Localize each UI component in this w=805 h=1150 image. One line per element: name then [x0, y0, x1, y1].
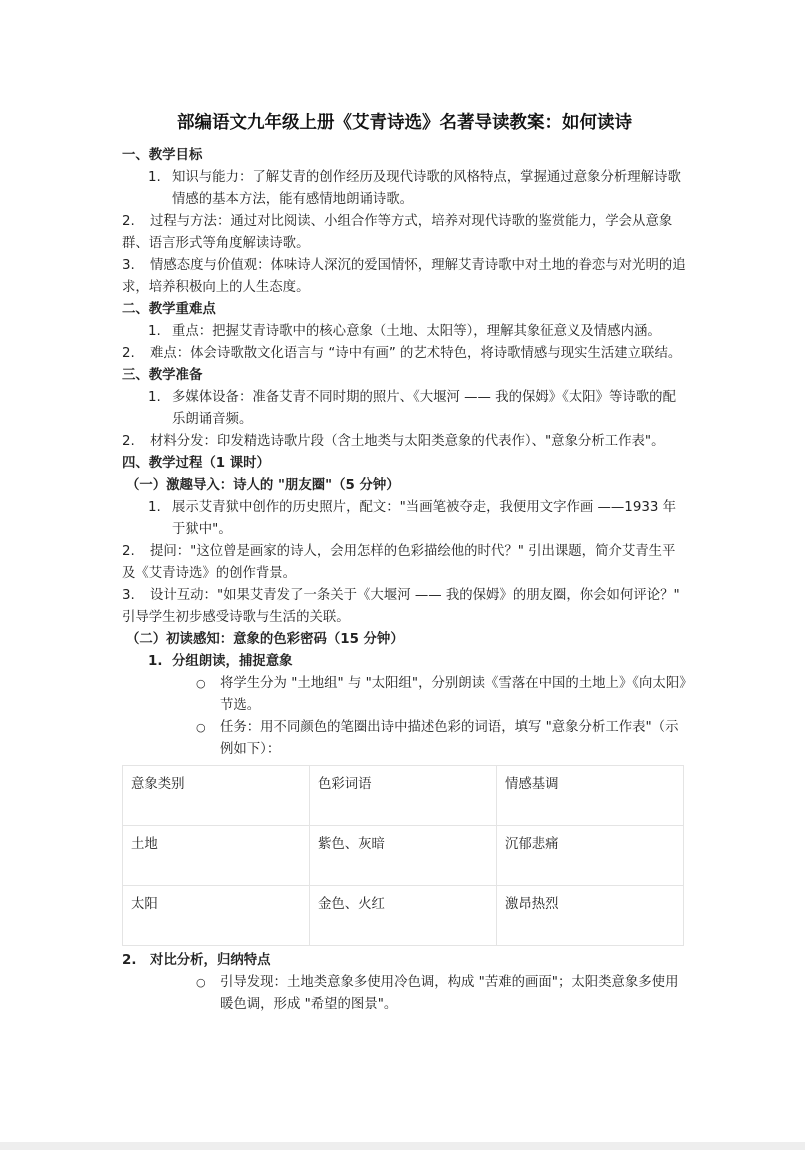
step-heading: [122, 950, 687, 972]
bullet-text: 引导发现：土地类意象多使用冷色调，构成 "苦难的画面"；太阳类意象多使用暖色调，形成 "希望的图景"。: [220, 975, 679, 1012]
section-heading-process: 四、教学过程（1 课时）: [122, 456, 270, 471]
page-title: 部编语文九年级上册《艾青诗选》名著导读教案：如何读诗: [177, 113, 632, 133]
list-number: 1.: [148, 500, 161, 515]
section-heading-preparation: 三、教学准备: [122, 368, 203, 383]
list-text: 展示艾青狱中创作的历史照片，配文："当画笔被夺走，我便用文字作画 ——1933 年于狱中"。: [172, 500, 677, 537]
page-bottom-divider: [0, 1142, 805, 1150]
paragraph: [122, 211, 687, 255]
table-cell: 紫色、灰暗: [310, 826, 497, 886]
paragraph-text: 提问："这位曾是画家的诗人，会用怎样的色彩描绘他的时代？" 引出课题，简介艾青生平及《艾青诗选》的创作背景。: [122, 544, 676, 581]
table-cell: 金色、火红: [310, 886, 497, 946]
step-title: 对比分析，归纳特点: [150, 953, 271, 968]
table-cell: 情感基调: [497, 766, 684, 826]
list-number: 2.: [122, 434, 135, 449]
paragraph: [122, 541, 687, 585]
list-item: [148, 167, 687, 211]
circle-bullet-icon: ○: [196, 677, 206, 690]
list-text: 重点：把握艾青诗歌中的核心意象（土地、太阳等），理解其象征意义及情感内涵。: [172, 324, 661, 339]
bullet-item: [196, 717, 687, 761]
bullet-item: [196, 972, 687, 1016]
bullet-item: [196, 673, 687, 717]
paragraph: [122, 585, 687, 629]
paragraph: [122, 343, 687, 365]
list-item: [148, 497, 687, 541]
list-text: 多媒体设备：准备艾青不同时期的照片、《大堰河 —— 我的保姆》《太阳》等诗歌的配乐朗诵音频。: [172, 390, 676, 427]
table-cell: 意象类别: [123, 766, 310, 826]
table-cell: 沉郁悲痛: [497, 826, 684, 886]
circle-bullet-icon: ○: [196, 721, 206, 734]
paragraph-text: 情感态度与价值观：体味诗人深沉的爱国情怀，理解艾青诗歌中对土地的眷恋与对光明的追求，培养积极向上的人生态度。: [122, 258, 686, 295]
list-number: 3.: [122, 588, 135, 603]
list-item: [148, 387, 687, 431]
paragraph-text: 难点：体会诗歌散文化语言与 “诗中有画” 的艺术特色，将诗歌情感与现实生活建立联结。: [150, 346, 682, 361]
subsection-heading-reading: （二）初读感知：意象的色彩密码（15 分钟）: [126, 632, 404, 647]
table-row: [123, 826, 684, 886]
table-cell: 激昂热烈: [497, 886, 684, 946]
paragraph-text: 设计互动："如果艾青发了一条关于《大堰河 —— 我的保姆》的朋友圈，你会如何评论？" 引导学生初步感受诗歌与生活的关联。: [122, 588, 680, 625]
section-heading-key-points: 二、教学重难点: [122, 302, 216, 317]
list-number: 2.: [122, 953, 137, 968]
table-header-row: [123, 766, 684, 826]
list-number: 2.: [122, 214, 135, 229]
list-number: 1.: [148, 170, 161, 185]
bullet-text: 将学生分为 "土地组" 与 "太阳组"，分别朗读《雪落在中国的土地上》《向太阳》节选。: [220, 676, 686, 713]
paragraph-text: 过程与方法：通过对比阅读、小组合作等方式，培养对现代诗歌的鉴赏能力，学会从意象群、语言形式等角度解读诗歌。: [122, 214, 673, 251]
imagery-analysis-table: [122, 765, 684, 946]
document-body: [122, 111, 687, 1016]
table-cell: 土地: [123, 826, 310, 886]
subsection-heading-intro: （一）激趣导入：诗人的 "朋友圈"（5 分钟）: [126, 478, 400, 493]
list-number: 1.: [148, 654, 163, 669]
list-number: 2.: [122, 544, 135, 559]
list-number: 3.: [122, 258, 135, 273]
circle-bullet-icon: ○: [196, 976, 206, 989]
paragraph: [122, 431, 687, 453]
step-title: 分组朗读，捕捉意象: [172, 654, 293, 669]
table-row: [123, 886, 684, 946]
list-text: 知识与能力：了解艾青的创作经历及现代诗歌的风格特点，掌握通过意象分析理解诗歌情感的基本方法，能有感情地朗诵诗歌。: [172, 170, 681, 207]
list-number: 1.: [148, 390, 161, 405]
list-item: [148, 321, 687, 343]
paragraph-text: 材料分发：印发精选诗歌片段（含土地类与太阳类意象的代表作）、"意象分析工作表"。: [150, 434, 665, 449]
bullet-text: 任务：用不同颜色的笔圈出诗中描述色彩的词语，填写 "意象分析工作表"（示例如下）：: [220, 720, 679, 757]
table-cell: 太阳: [123, 886, 310, 946]
list-number: 2.: [122, 346, 135, 361]
list-number: 1.: [148, 324, 161, 339]
table-cell: 色彩词语: [310, 766, 497, 826]
paragraph: [122, 255, 687, 299]
section-heading-objectives: 一、教学目标: [122, 148, 203, 163]
step-heading: [148, 651, 687, 673]
